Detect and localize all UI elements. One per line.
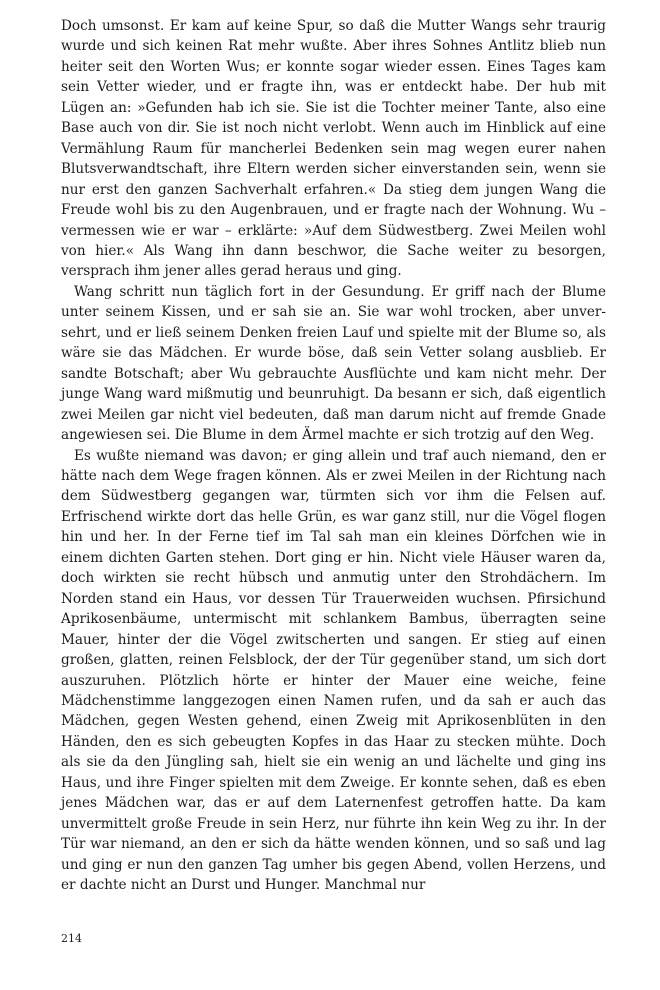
paragraph: Doch umsonst. Er kam auf keine Spur, so daß die Mutter Wangs sehr traurig wurde und sich keinen Rat mehr wußte. Aber ihres Sohnes Antlitz blieb nun heiter seit den Worten Wus; er konnte sogar wieder essen. Eines Tages kam sein Vetter wieder, und er fragte ihn, was er entdeckt habe. Der hub mit Lügen an: »Gefunden hab ich sie. Sie ist die Tochter meiner Tante, also eine Base auch von dir. Sie ist noch nicht verlobt. Wenn auch im Hinblick auf eine Vermählung Raum für mancherlei Bedenken sein mag wegen eurer nahen Blutsverwandtschaft, ihre Eltern werden sicher einverstanden sein, wenn sie nur erst den ganzen Sachverhalt erfahren.« Da stieg dem jungen Wang die Freude wohl bis zu den Augenbrauen, und er fragte nach der Wohnung. Wu – vermessen wie er war – erklärte: »Auf dem Südwestberg. Zwei Meilen wohl von hier.« Als Wang ihn dann beschwor, die Sache weiter zu besorgen, versprach ihm jener alles gerad heraus und ging. <box>61 18 606 280</box>
page-number: 214 <box>61 932 82 945</box>
body-text <box>61 16 606 895</box>
paragraph: Wang schritt nun täglich fort in der Gesundung. Er griff nach der Blume unter seinem Kissen, und er sah sie an. Sie war wohl trocken, aber unversehrt, und er ließ seinem Denken freien Lauf und spielte mit der Blume so, als wäre sie das Mädchen. Er wurde böse, daß sein Vetter solang ausblieb. Er sandte Botschaft; aber Wu gebrauchte Ausflüchte und kam nicht mehr. Der junge Wang ward mißmutig und beunruhigt. Da besann er sich, daß eigentlich zwei Meilen gar nicht viel bedeuten, daß man darum nicht auf fremde Gnade angewiesen sei. Die Blume in dem Ärmel machte er sich trotzig auf den Weg. <box>61 283 606 444</box>
paragraph: Es wußte niemand was davon; er ging allein und traf auch niemand, den er hätte nach dem Wege fragen können. Als er zwei Meilen in der Richtung nach dem Südwestberg gegangen war, türmten sich vor ihm die Felsen auf. Erfrischend wirkte dort das helle Grün, es war ganz still, nur die Vögel flogen hin und her. In der Ferne tief im Tal sah man ein kleines Dörfchen wie in einem dichten Garten stehen. Dort ging er hin. Nicht viele Häuser waren da, doch wirkten sie recht hübsch und anmutig unter den Strohdächern. Im Norden stand ein Haus, vor dessen Tür Trauerweiden wuchsen. Pfirsichund Aprikosenbäume, untermischt mit schlankem Bambus, überragten seine Mauer, hinter der die Vögel zwitscherten und sangen. Er stieg auf einen großen, glatten, reinen Felsblock, der der Tür gegenüber stand, um sich dort auszuruhen. Plötzlich hörte er hinter der Mauer eine weiche, feine Mädchenstimme langgezogen einen Namen rufen, und da sah er auch das Mädchen, gegen Westen gehend, einen Zweig mit Aprikosenblüten in den Händen, den es sich gebeugten Kopfes in das Haar zu stecken mühte. Doch als sie da den Jüngling sah, hielt sie ein wenig an und lächelte und ging ins Haus, und ihre Finger spielten mit dem Zweige. Er konnte sehen, daß es eben jenes Mädchen war, das er auf dem Laternenfest getroffen hatte. Da kam unvermittelt große Freude in sein Herz, nur führte ihn kein Weg zu ihr. In der Tür war niemand, an den er sich da hätte wenden können, und so saß und lag und ging er nun den ganzen Tag umher bis gegen Abend, vollen Herzens, und er dachte nicht an Durst und Hunger. Manchmal nur <box>61 447 606 894</box>
